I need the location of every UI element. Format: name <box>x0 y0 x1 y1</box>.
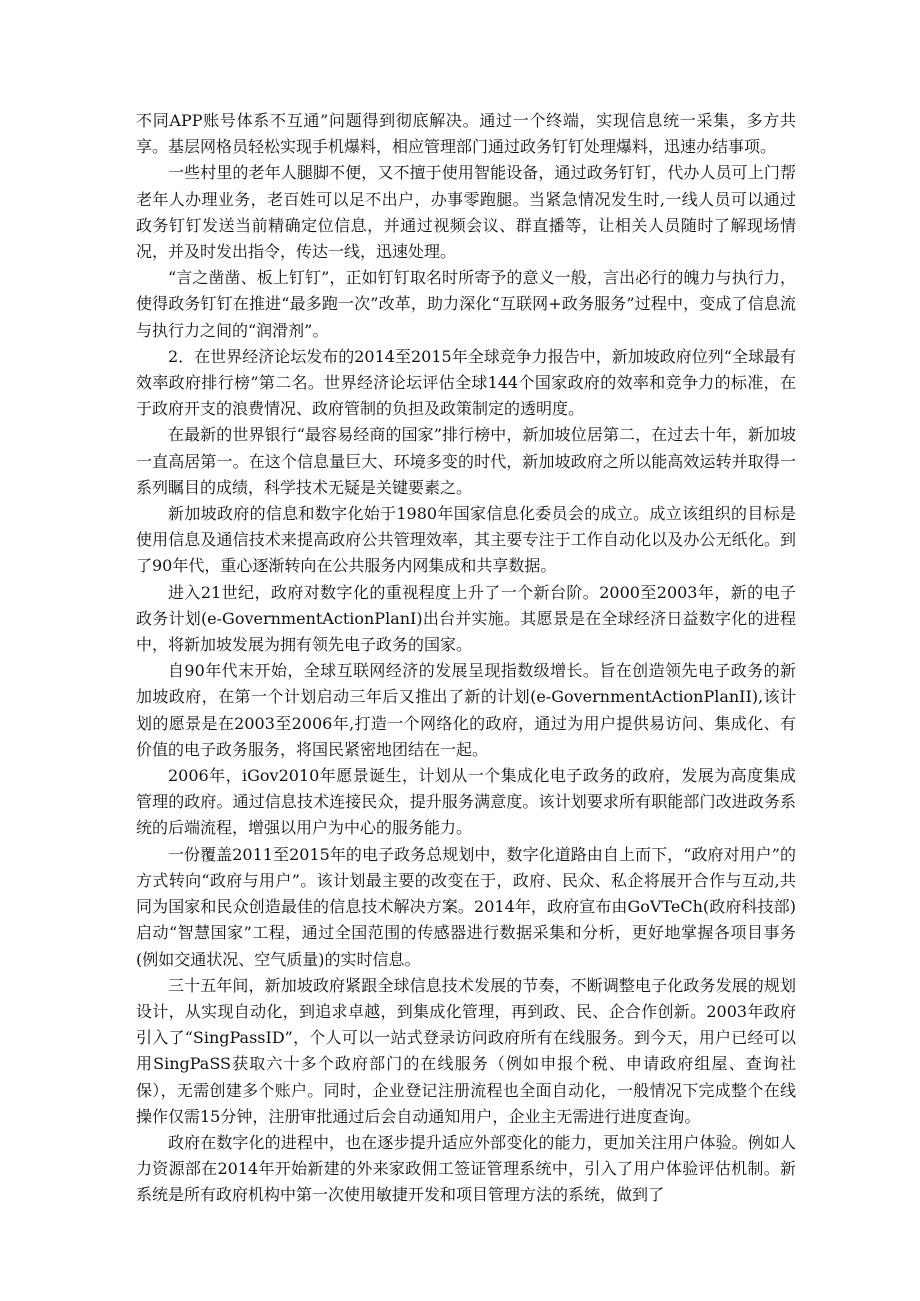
paragraph-12: 政府在数字化的进程中，也在逐步提升适应外部变化的能力，更加关注用户体验。例如人力资源部在2014年开始新建的外来家政佣工签证管理系统中，引入了用户体验评估机制。新系统是所有政府机构中第一次使用敏捷开发和项目管理方法的系统，做到了 <box>136 1132 796 1205</box>
paragraph-7: 进入21世纪，政府对数字化的重视程度上升了一个新台阶。2000至2003年，新的电子政务计划(e-GovernmentActionPlanI)出台并实施。其愿景是在全球经济日益数字化的进程中，将新加坡发展为拥有领先电子政务的国家。 <box>136 582 796 655</box>
paragraph-1: 不同APP账号体系不互通”问题得到彻底解决。通过一个终端，实现信息统一采集，多方共享。基层网格员轻松实现手机爆料，相应管理部门通过政务钉钉处理爆料，迅速办结事项。 <box>136 111 796 157</box>
paragraph-4: 2．在世界经济论坛发布的2014至2015年全球竞争力报告中，新加坡政府位列“全球最有效率政府排行榜”第二名。世界经济论坛评估全球144个国家政府的效率和竞争力的标准，在于政府开支的浪费情况、政府管制的负担及政策制定的透明度。 <box>136 346 796 419</box>
document-page <box>136 108 796 1209</box>
paragraph-2: 一些村里的老年人腿脚不便，又不擅于使用智能设备，通过政务钉钉，代办人员可上门帮老年人办理业务，老百姓可以足不出户，办事零跑腿。当紧急情况发生时,一线人员可以通过政务钉钉发送当前精确定位信息，并通过视频会议、群直播等，让相关人员随时了解现场情况，并及时发出指令，传达一线，迅速处理。 <box>136 163 796 262</box>
paragraph-9: 2006年，iGov2010年愿景诞生，计划从一个集成化电子政务的政府，发展为高度集成管理的政府。通过信息技术连接民众，提升服务满意度。该计划要求所有职能部门改进政务系统的后端流程，增强以用户为中心的服务能力。 <box>136 766 796 838</box>
paragraph-8: 自90年代末开始，全球互联网经济的发展呈现指数级增长。旨在创造领先电子政务的新加坡政府，在第一个计划启动三年后又推出了新的计划(e-GovernmentActionPlanII),该计划的愿景是在2003至2006年,打造一个网络化的政府，通过为用户提供易访问、集成化、有价值的电子政务服务，将国民紧密地团结在一起。 <box>136 661 796 759</box>
paragraph-5: 在最新的世界银行“最容易经商的国家”排行榜中，新加坡位居第二，在过去十年，新加坡一直高居第一。在这个信息量巨大、环境多变的时代，新加坡政府之所以能高效运转并取得一系列瞩目的成绩，科学技术无疑是关键要素之。 <box>136 425 796 497</box>
paragraph-11: 三十五年间，新加坡政府紧跟全球信息技术发展的节奏，不断调整电子化政务发展的规划设计，从实现自动化，到追求卓越，到集成化管理，再到政、民、企合作创新。2003年政府引入了“SingPassID”，个人可以一站式登录访问政府所有在线服务。到今天，用户已经可以用SingPaSS获取六十多个政府部门的在线服务（例如申报个税、申请政府组屋、查询社保），无需创建多个账户。同时，企业登记注册流程也全面自动化，一般情况下完成整个在线操作仅需15分钟，注册审批通过后会自动通知用户，企业主无需进行进度查询。 <box>136 975 796 1126</box>
paragraph-3: “言之凿凿、板上钉钉”，正如钉钉取名时所寄予的意义一般，言出必行的魄力与执行力，使得政务钉钉在推进“最多跑一次”改革，助力深化“互联网+政务服务”过程中，变成了信息流与执行力之间的“润滑剂”。 <box>136 268 796 340</box>
paragraph-6: 新加坡政府的信息和数字化始于1980年国家信息化委员会的成立。成立该组织的目标是使用信息及通信技术来提高政府公共管理效率，其主要专注于工作自动化以及办公无纸化。到了90年代，重心逐渐转向在公共服务内网集成和共享数据。 <box>136 504 796 576</box>
paragraph-10: 一份覆盖2011至2015年的电子政务总规划中，数字化道路由自上而下，“政府对用户”的方式转向“政府与用户”。该计划最主要的改变在于，政府、民众、私企将展开合作与互动,共同为国家和民众创造最佳的信息技术解决方案。2014年，政府宣布由GoVTeCh(政府科技部)启动“智慧国家”工程，通过全国范围的传感器进行数据采集和分析，更好地掌握各项目事务(例如交通状况、空气质量)的实时信息。 <box>136 844 796 969</box>
